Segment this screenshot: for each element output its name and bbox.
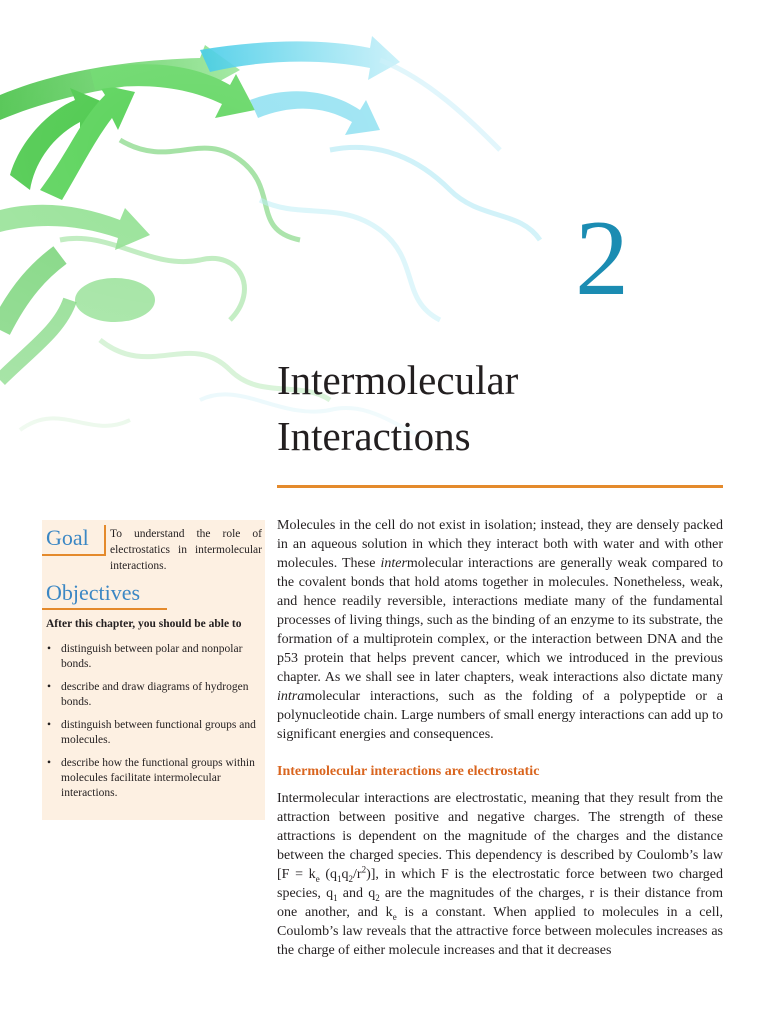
bullet-icon: • xyxy=(47,643,52,655)
list-item xyxy=(46,756,261,801)
bullet-icon: • xyxy=(47,757,52,769)
goal-divider-vertical xyxy=(104,525,106,556)
objectives-divider xyxy=(42,608,167,610)
intro-paragraph: Molecules in the cell do not exist in isolation; instead, they are densely packed in an aqueous solution in which they interact both with water and with other molecules. These intermolecular interactions are generally weak compared to the covalent bonds that hold atoms together in molecules. Nonetheless, weak, and hence readily reversible, interactions mediate many of the fundamental processes of living things, such as the binding of an enzyme to its substrate, the formation of a multiprotein complex, or the interaction between DNA and the p53 protein that helps prevent cancer, which we introduced in the previous chapter. As we shall see in later chapters, weak interactions also dictate many intramolecular interactions, such as the folding of a polypeptide or a polynucleotide chain. Large numbers of small energy interactions can add up to significant energies and consequences. xyxy=(277,518,724,742)
goal-divider-horizontal xyxy=(42,554,106,556)
section-heading: Intermolecular interactions are electrostatic xyxy=(277,764,540,779)
list-item xyxy=(46,642,261,672)
title-divider xyxy=(277,485,723,488)
objectives-heading: Objectives xyxy=(46,580,141,605)
objective-text: distinguish between functional groups and molecules. xyxy=(61,719,256,746)
chapter-number: 2 xyxy=(575,199,629,318)
list-item xyxy=(46,680,261,710)
objective-text: describe how the functional groups within molecules facilitate intermolecular interactions. xyxy=(61,757,255,799)
goal-heading: Goal xyxy=(46,525,89,550)
chapter-title-line-1: Intermolecular xyxy=(277,357,519,403)
body-text xyxy=(277,516,723,960)
bullet-icon: • xyxy=(47,681,52,693)
objectives-list xyxy=(46,642,261,809)
chapter-title-line-2: Interactions xyxy=(277,413,471,459)
objective-text: describe and draw diagrams of hydrogen bonds. xyxy=(61,681,249,708)
list-item xyxy=(46,718,261,748)
objective-text: distinguish between polar and nonpolar bonds. xyxy=(61,643,243,670)
coulomb-paragraph: Intermolecular interactions are electrostatic, meaning that they result from the attraction between positive and negative charges. The strength of these attractions is dependent on the magnitude of the charges and the distance between the charged species. This dependency is described by Coulomb’s law [$F = k_e$ $(q_1q_2/r^2)$], in which F is the electrostatic force between two charged species, $q_1$ and $q_2$ are the magnitudes of the charges, r is their distance from one another, and $k_e$ is a constant. When applied to molecules in a cell, Coulomb’s law reveals that the attractive force between molecules increases as the charge of either molecule increases and that it decreases xyxy=(277,791,724,958)
goal-text: To understand the role of electrostatics in intermolecular interactions. xyxy=(110,528,262,572)
objectives-intro: After this chapter, you should be able to xyxy=(46,618,242,630)
bullet-icon: • xyxy=(47,719,52,731)
goals-sidebar xyxy=(42,520,265,820)
chapter-title xyxy=(277,352,518,464)
